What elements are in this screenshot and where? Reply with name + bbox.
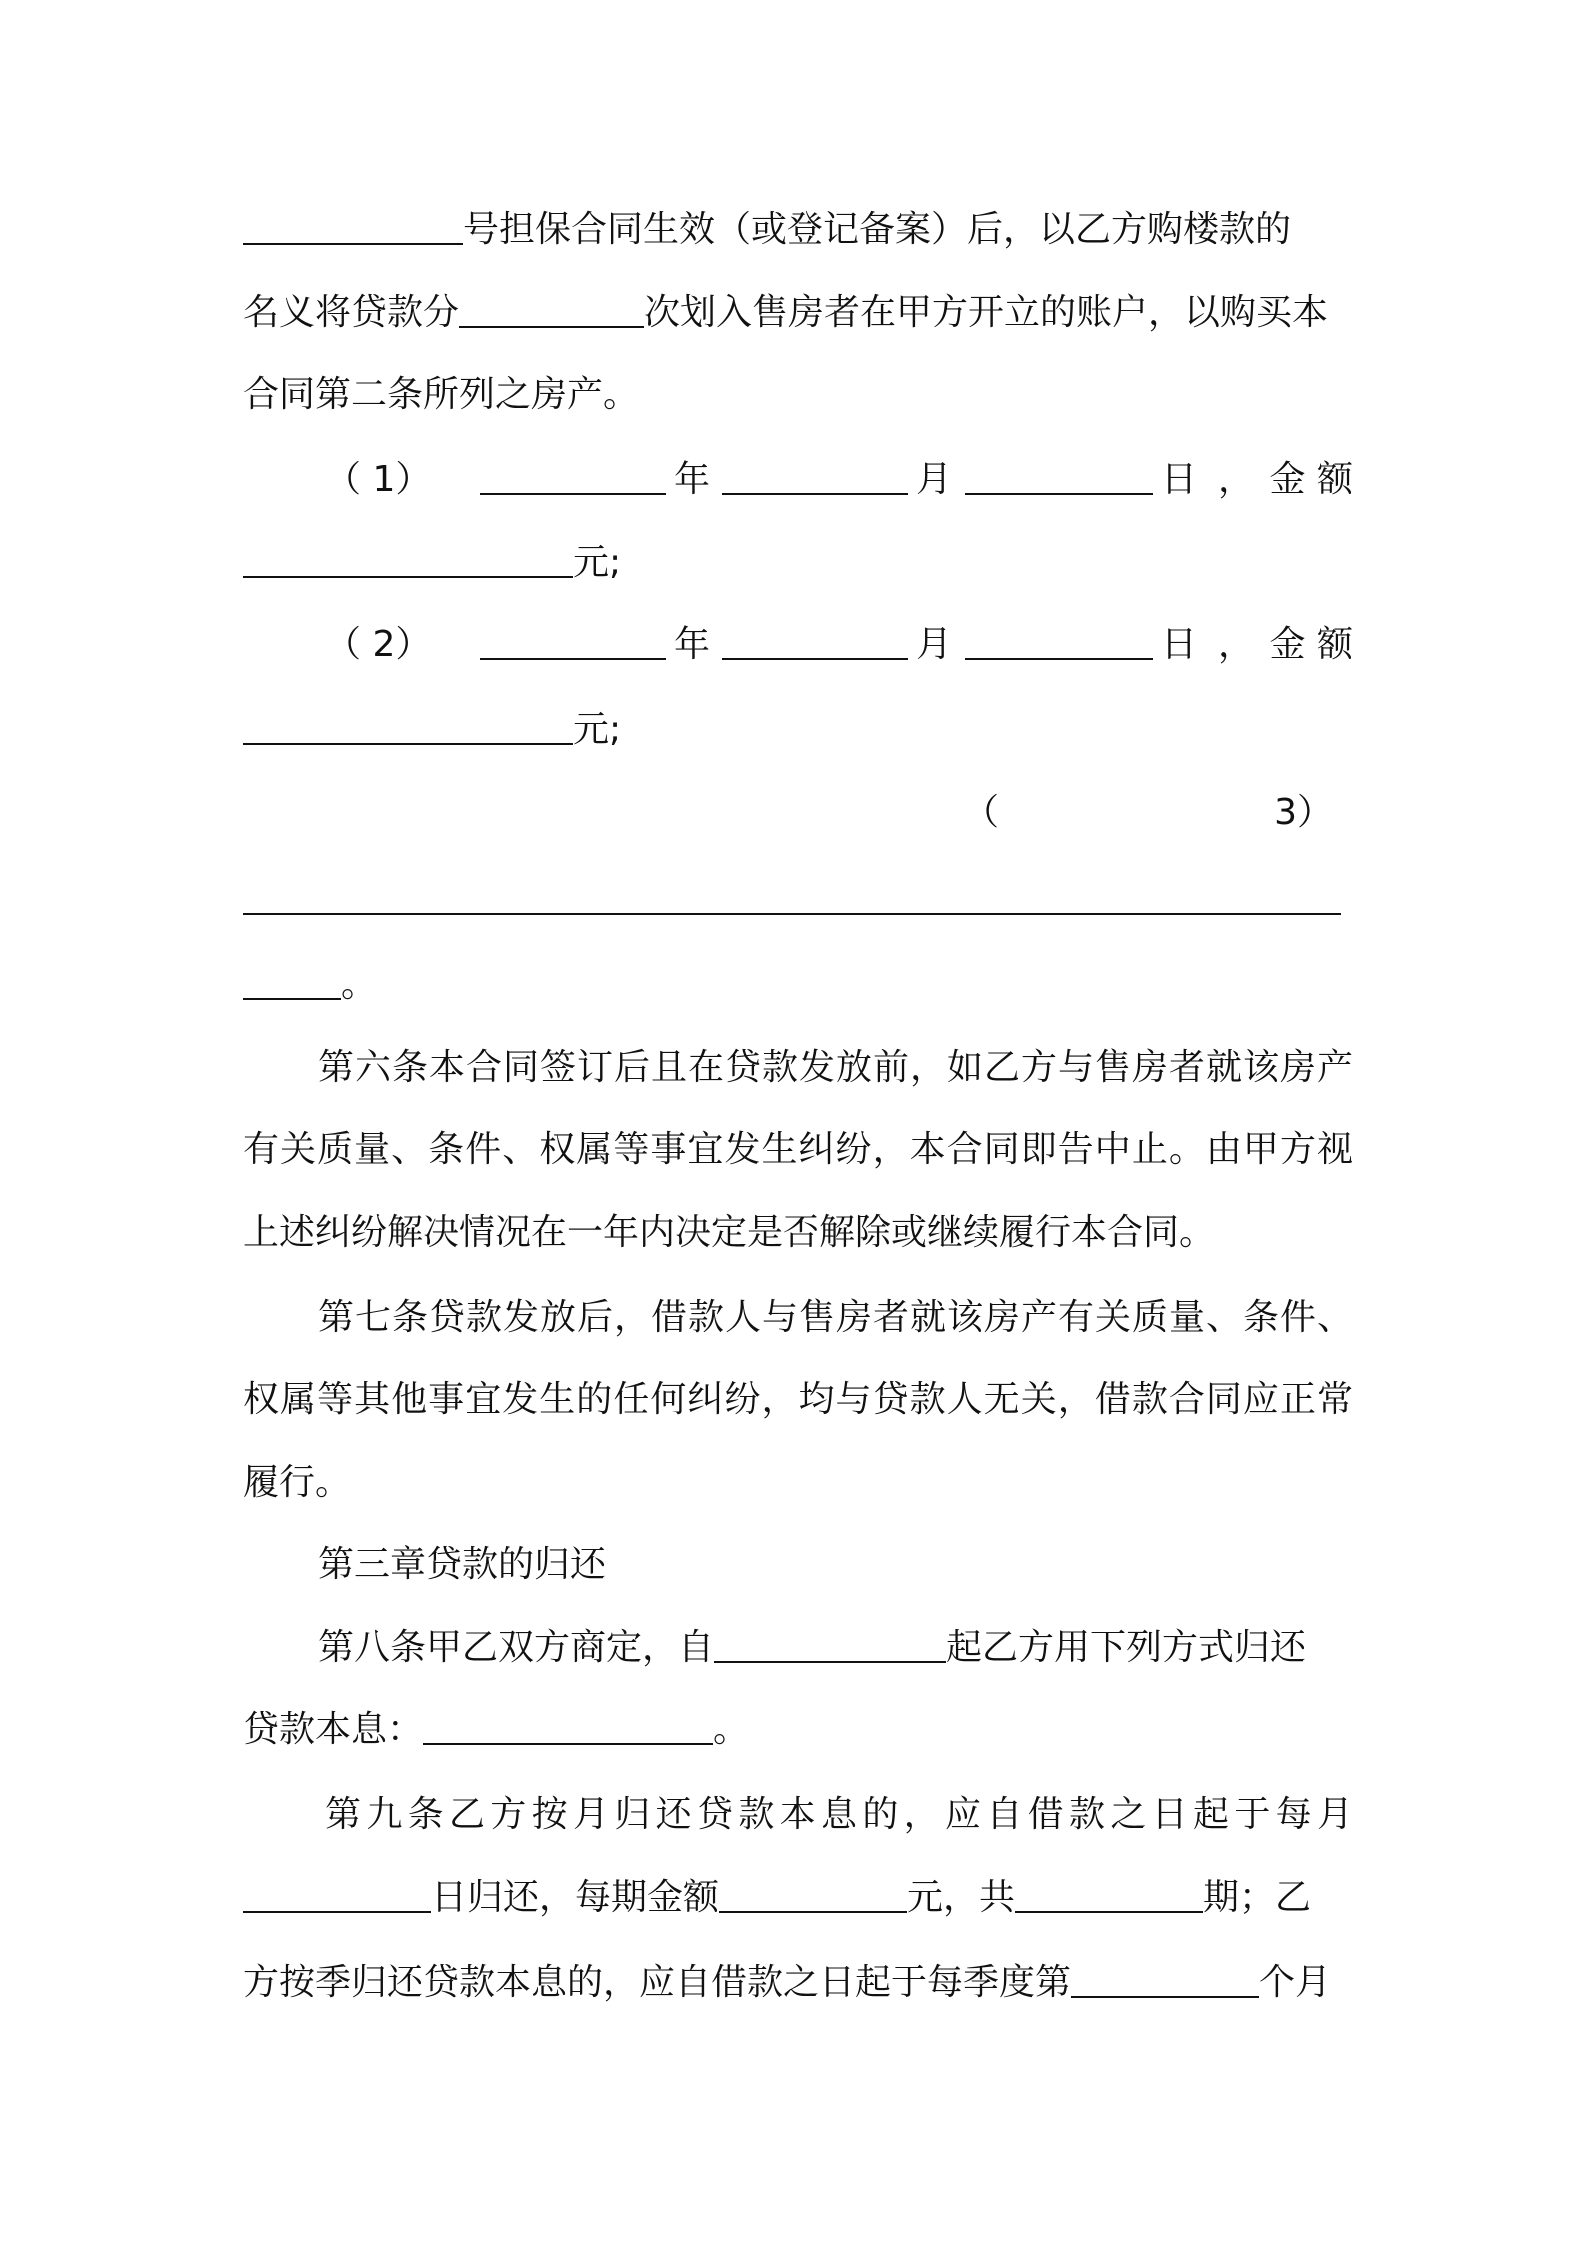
article-6-line-1: 第六条本合同签订后且在贷款发放前，如乙方与售房者就该房产 [318, 1047, 1353, 1088]
fill-blank[interactable] [459, 325, 644, 328]
installment-3-blank[interactable] [243, 912, 1341, 915]
month-blank[interactable] [722, 657, 908, 660]
article-7-line-3: 履行。 [243, 1462, 352, 1503]
installment-count-blank[interactable] [1015, 1910, 1203, 1913]
amount-line-1: 元; [243, 533, 1353, 593]
installment-line-1: （ 1） 年 月 日 ， 金 额 [325, 459, 1353, 500]
text-line-1: 号担保合同生效（或登记备案）后，以乙方购楼款的 [243, 200, 1353, 260]
year-blank[interactable] [480, 657, 666, 660]
fill-blank[interactable] [243, 242, 463, 245]
long-blank-line [243, 870, 1353, 930]
article-7-line-2: 权属等其他事宜发生的任何纠纷，均与贷款人无关，借款合同应正常 [243, 1379, 1353, 1420]
article-6-line-3: 上述纠纷解决情况在一年内决定是否解除或继续履行本合同。 [243, 1212, 1216, 1253]
installment-line-3-label: （ 3） [963, 792, 1333, 833]
start-date-blank[interactable] [714, 1660, 946, 1663]
article-9-line-2: 日归还，每期金额 元，共 期；乙 [243, 1868, 1353, 1928]
year-blank[interactable] [480, 492, 666, 495]
repayment-method-blank[interactable] [423, 1742, 713, 1745]
article-9-line-1: 第九条乙方按月归还贷款本息的，应自借款之日起于每月 [325, 1794, 1353, 1835]
article-7-line-1: 第七条贷款发放后，借款人与售房者就该房产有关质量、条件、 [318, 1297, 1353, 1338]
article-8-line-1: 第八条甲乙双方商定，自 起乙方用下列方式归还 [318, 1627, 1307, 1668]
long-blank-end: 。 [243, 955, 1353, 1015]
month-blank[interactable] [722, 492, 908, 495]
installment-3-blank-end[interactable] [243, 997, 341, 1000]
installment-line-2: （ 2） 年 月 日 ， 金 额 [325, 624, 1353, 665]
amount-blank[interactable] [243, 742, 573, 745]
installment-amount-blank[interactable] [719, 1910, 907, 1913]
article-6-line-2: 有关质量、条件、权属等事宜发生纠纷，本合同即告中止。由甲方视 [243, 1129, 1353, 1170]
quarter-month-blank[interactable] [1071, 1995, 1259, 1998]
article-9-line-3: 方按季归还贷款本息的，应自借款之日起于每季度第 个月 [243, 1962, 1332, 2003]
text-line-3: 合同第二条所列之房产。 [243, 374, 640, 415]
amount-line-2: 元; [243, 700, 1353, 760]
day-blank[interactable] [965, 492, 1153, 495]
chapter-3-heading: 第三章贷款的归还 [318, 1544, 607, 1585]
monthly-day-blank[interactable] [243, 1910, 431, 1913]
amount-blank[interactable] [243, 575, 573, 578]
text-line-2: 名义将贷款分 次划入售房者在甲方开立的账户，以购买本 [243, 292, 1329, 333]
article-8-line-2: 贷款本息： 。 [243, 1709, 750, 1750]
day-blank[interactable] [965, 657, 1153, 660]
